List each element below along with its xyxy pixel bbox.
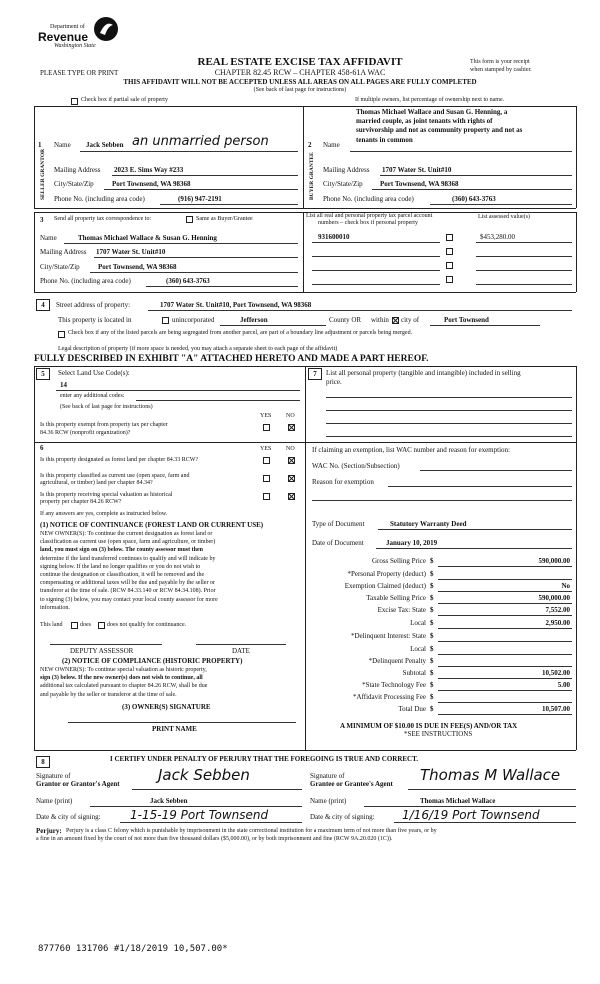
grantee-print-name: Thomas Michael Wallace: [420, 797, 496, 805]
yes-header-5: YES: [260, 413, 272, 419]
underline: [68, 722, 296, 723]
corr-address-label: Mailing Address: [40, 248, 87, 256]
dollar-sign: $: [430, 669, 434, 677]
underline: [438, 628, 572, 629]
underline: [104, 189, 298, 190]
assessed-value: $453,280.00: [480, 233, 515, 241]
underline: [146, 286, 298, 287]
unincorporated-label: unincorporated: [172, 316, 215, 324]
exempt-no-checkbox[interactable]: [288, 424, 295, 431]
personal-property-checkbox[interactable]: [446, 276, 453, 283]
notice-line: classification as current use (open space, farm and agriculture, or timber): [40, 539, 216, 546]
dollar-sign: $: [430, 657, 434, 665]
section-5-number: 5: [36, 368, 50, 380]
divider: [34, 212, 35, 292]
grantor-sig-label-1: Signature of: [36, 772, 71, 780]
doc-date-label: Date of Document: [312, 539, 364, 547]
grantor-print-name: Jack Sebben: [150, 797, 188, 805]
divider: [34, 106, 35, 208]
tax-row-label: *Delinquent Interest: State: [350, 632, 426, 640]
dollar-sign: $: [430, 570, 434, 578]
underline: [438, 678, 572, 679]
tax-row-label: Excise Tax: State: [377, 606, 426, 614]
tax-row-label: Exemption Claimed (deduct): [344, 582, 426, 590]
same-as-buyer-checkbox[interactable]: [186, 216, 193, 223]
unincorporated-checkbox[interactable]: [162, 317, 169, 324]
notice-line: information.: [40, 604, 70, 611]
dollar-sign: $: [430, 594, 434, 602]
parcel-number: 931600010: [318, 233, 350, 241]
located-label: This property is located in: [58, 316, 132, 324]
notice-line: continue the designation or classification, it will be removed and the: [40, 572, 205, 579]
date-label: DATE: [232, 647, 250, 655]
underline: [394, 822, 576, 823]
dollar-sign: $: [430, 632, 434, 640]
correspondence-label: Send all property tax correspondence to:: [54, 216, 152, 222]
section-4-number: 4: [36, 299, 50, 311]
underline: [136, 400, 300, 401]
underline: [326, 423, 572, 424]
grantee-sig-label-1: Signature of: [310, 772, 345, 780]
notice-continuance-text: [40, 530, 218, 612]
underline: [326, 397, 572, 398]
divider: [34, 208, 576, 209]
grantor-date-city: 1-15-19 Port Townsend: [130, 808, 269, 822]
personal-property-checkbox[interactable]: [446, 262, 453, 269]
tax-row-label: *State Technology Fee: [362, 681, 426, 689]
land-use-code: 14: [60, 381, 67, 389]
underline: [438, 690, 572, 691]
form-subtitle: CHAPTER 82.45 RCW – CHAPTER 458-61A WAC: [214, 68, 386, 77]
dollar-sign: $: [430, 693, 434, 701]
notice-line: to signing (3) below, you may contact your local county assessor for more: [40, 596, 218, 603]
dollar-sign: $: [430, 705, 434, 713]
underline: [438, 641, 572, 642]
tax-row-label: *Personal Property (deduct): [347, 570, 426, 578]
notice-line: transferor at the time of sale. (RCW 84.33.140 or RCW 84.34.108). Prior: [40, 588, 216, 595]
exempt-yes-checkbox[interactable]: [263, 424, 270, 431]
notice-line: additional tax calculated pursuant to chapter 84.26 RCW, shall be due: [40, 683, 208, 690]
tax-row-value: 10,507.00: [542, 705, 570, 713]
seller-phone: (916) 947-2191: [178, 195, 222, 203]
notice-line: NEW OWNER(S): To continue the current designation as forest land or: [40, 531, 213, 537]
underline: [420, 470, 572, 471]
underline: [148, 310, 572, 311]
corr-phone-label: Phone No. (including area code): [40, 277, 131, 285]
dollar-sign: $: [430, 606, 434, 614]
historic-yes-checkbox[interactable]: [263, 493, 270, 500]
underline: [438, 702, 572, 703]
underline: [388, 486, 572, 487]
no-header-6: NO: [286, 446, 295, 452]
grantee-print-label: Name (print): [310, 797, 347, 805]
segregated-label: Check box if any of the listed parcels are being segregated from another parcel, are part of a boundary line adjustment or parcels being merged.: [68, 330, 413, 336]
section-1-number: 1: [38, 141, 42, 149]
see-back-5: (See back of last page for instructions): [60, 404, 153, 410]
underline: [220, 325, 326, 326]
seller-name-label: Name: [54, 141, 71, 149]
underline: [64, 243, 298, 244]
tax-row-label: Local: [410, 645, 426, 653]
perjury-text-2: a fine in an amount fixed by the court of not more than five thousand dollars ($5,000.00), or by both imprisonment and fine (RCW 9A.20.020 (1C)).: [36, 836, 393, 842]
if-yes-note: If any answers are yes, complete as instructed below.: [40, 511, 168, 517]
divider: [34, 366, 35, 750]
forest-land-q: Is this property designated as forest land per chapter 84.33 RCW?: [40, 457, 199, 463]
historic-no-checkbox[interactable]: [288, 493, 295, 500]
corr-address: 1707 Water St. Unit#10: [96, 248, 166, 256]
no-header-5: NO: [286, 413, 295, 419]
underline: [312, 500, 572, 501]
underline: [80, 151, 298, 152]
divider: [34, 212, 576, 213]
perjury-text-1: Perjury is a class C felony which is punishable by imprisonment in the state correctional institution for a maximum term of not more than five years, or by: [66, 828, 437, 834]
does-not-qualify-checkbox[interactable]: [98, 622, 105, 629]
forest-no-checkbox[interactable]: [288, 457, 295, 464]
exemption-note: If claiming an exemption, list WAC number and reason for exemption:: [312, 446, 510, 454]
section-2-number: 2: [308, 141, 312, 149]
cashier-stamp: 877760 131706 #1/18/2019 10,507.00*: [38, 944, 228, 954]
exempt-q1: Is this property exempt from property tax per chapter: [40, 422, 168, 428]
current-use-yes-checkbox[interactable]: [263, 475, 270, 482]
underline: [438, 666, 572, 667]
notice-line: NEW OWNER(S): To continue special valuation as historic property,: [40, 667, 207, 673]
seller-address: 2023 E. Sims Way #233: [114, 166, 184, 174]
buyer-name-line: Thomas Michael Wallace and Susan G. Henning, a: [356, 108, 508, 116]
divider: [303, 212, 304, 292]
tax-row-label: Total Due: [398, 705, 426, 713]
dollar-sign: $: [430, 645, 434, 653]
tax-row-label: *Delinquent Penalty: [368, 657, 426, 665]
underline: [376, 548, 572, 549]
underline: [438, 579, 572, 580]
tax-row-value: 590,000.00: [538, 557, 570, 565]
divider: [34, 442, 305, 443]
dollar-sign: $: [430, 619, 434, 627]
buyer-side-label: BUYER GRANTEE: [309, 152, 315, 200]
legal-desc-label: Legal description of property (if more space is needed, you may attach a separate sheet to each page of the affidavit): [58, 346, 338, 352]
please-type-note: PLEASE TYPE OR PRINT: [40, 69, 119, 77]
corr-city: Port Townsend, WA 98368: [98, 263, 177, 271]
reason-label: Reason for exemption: [312, 478, 374, 486]
tax-row-value: 7,552.00: [545, 606, 570, 614]
dollar-sign: $: [430, 582, 434, 590]
buyer-city: Port Townsend, WA 98368: [380, 180, 459, 188]
grantor-sig-label-2: Grantor or Grantor's Agent: [36, 780, 120, 788]
does-not-label: does not qualify for continuance.: [107, 622, 187, 628]
buyer-address: 1707 Water St. Unit#10: [382, 166, 452, 174]
assessed-header: List assessed value(s): [478, 214, 530, 220]
partial-sale-checkbox[interactable]: [71, 98, 78, 105]
underline: [112, 175, 298, 176]
buyer-phone: (360) 643-3763: [452, 195, 496, 203]
divider: [34, 750, 576, 751]
corr-city-label: City/State/Zip: [40, 263, 80, 271]
dor-logo-icon: [93, 16, 119, 42]
dollar-sign: $: [430, 557, 434, 565]
underline: [50, 644, 162, 645]
tax-row-value: 2,950.00: [545, 619, 570, 627]
seller-phone-label: Phone No. (including area code): [54, 195, 145, 203]
within-label: within: [371, 316, 389, 324]
notice-compliance-text: [40, 666, 207, 699]
divider: [576, 366, 577, 750]
underline: [476, 270, 572, 271]
seller-city: Port Townsend, WA 98368: [112, 180, 191, 188]
property-city: Port Townsend: [444, 316, 489, 324]
notice-line: sign (3) below. If the new owner(s) does not wish to continue, all: [40, 675, 203, 682]
grantor-print-label: Name (print): [36, 797, 73, 805]
historic-q-a: Is this property receiving special valuation as historical: [40, 492, 173, 498]
historic-q-b: property per chapter 84.26 RCW?: [40, 499, 122, 505]
legal-description: FULLY DESCRIBED IN EXHIBIT "A" ATTACHED HERETO AND MADE A PART HEREOF.: [34, 354, 429, 364]
grantee-date-city: 1/16/19 Port Townsend: [402, 808, 540, 822]
divider: [305, 442, 576, 443]
tax-row-value: 10,502.00: [542, 669, 570, 677]
street-label: Street address of property:: [56, 301, 131, 309]
does-qualify-checkbox[interactable]: [71, 622, 78, 629]
underline: [90, 272, 298, 273]
underline: [380, 175, 572, 176]
section-8-number: 8: [36, 756, 50, 768]
dept-line3: Washington State: [54, 43, 96, 49]
underline: [438, 566, 572, 567]
tax-row-value: 590,000.00: [538, 594, 570, 602]
underline: [430, 325, 540, 326]
yes-header-6: YES: [260, 446, 272, 452]
warning-text: THIS AFFIDAVIT WILL NOT BE ACCEPTED UNLESS ALL AREAS ON ALL PAGES ARE FULLY COMPLETED: [123, 78, 477, 86]
notice-line: determine if the land transferred continues to qualify and will indicate by: [40, 555, 216, 562]
see-back-note: (See back of last page for instructions): [253, 87, 347, 93]
see-instructions-note: *SEE INSTRUCTIONS: [404, 730, 473, 738]
underline: [364, 806, 576, 807]
same-as-buyer-label: Same as Buyer/Grantee: [196, 216, 253, 222]
receipt-note-1: This form is your receipt: [470, 59, 530, 65]
underline: [430, 204, 572, 205]
dept-line1: Department of: [50, 24, 85, 30]
dollar-sign: $: [430, 681, 434, 689]
tax-row-label: *Affidavit Processing Fee: [353, 693, 426, 701]
underline: [476, 256, 572, 257]
deputy-assessor-label: DEPUTY ASSESSOR: [70, 647, 134, 655]
receipt-note-2: when stamped by cashier.: [470, 67, 532, 73]
buyer-name-line: tenants in common: [356, 135, 413, 144]
grantor-date-label: Date & city of signing:: [36, 813, 101, 821]
notice-line: compensating or additional taxes will be due and payable by the seller or: [40, 580, 215, 587]
underline: [160, 204, 298, 205]
underline: [312, 242, 440, 243]
seller-city-label: City/State/Zip: [54, 180, 94, 188]
print-name-label: PRINT NAME: [152, 725, 197, 733]
multi-owner-note: If multiple owners, list percentage of ownership next to name.: [355, 97, 505, 103]
buyer-city-label: City/State/Zip: [323, 180, 363, 188]
underline: [438, 591, 572, 592]
tax-row-label: Local: [410, 619, 426, 627]
underline: [312, 256, 440, 257]
buyer-address-label: Mailing Address: [323, 166, 370, 174]
underline: [438, 654, 572, 655]
underline: [372, 189, 572, 190]
personal-property-label-1: List all personal property (tangible and intangible) included in selling: [326, 369, 521, 377]
underline: [438, 714, 572, 715]
notice-line: land, you must sign on (3) below. The county assessor must then: [40, 547, 203, 554]
buyer-name-line: married couple, as joint tenants with rights of: [356, 117, 493, 126]
tax-row-label: Taxable Selling Price: [366, 594, 426, 602]
notice-compliance-title: (2) NOTICE OF COMPLIANCE (HISTORIC PROPERTY): [62, 657, 243, 665]
within-city-checkbox[interactable]: [392, 317, 399, 324]
underline: [312, 284, 440, 285]
underline: [438, 615, 572, 616]
underline: [326, 410, 572, 411]
underline: [94, 257, 298, 258]
underline: [196, 644, 286, 645]
partial-sale-label: Check box if partial sale of property: [81, 97, 168, 103]
underline: [132, 789, 302, 790]
underline: [90, 806, 302, 807]
dept-line2: Revenue: [38, 30, 89, 44]
tax-row-label: Subtotal: [402, 669, 426, 677]
underline: [56, 390, 300, 391]
section-3-number: 3: [40, 216, 44, 224]
underline: [312, 270, 440, 271]
personal-property-checkbox[interactable]: [446, 248, 453, 255]
grantee-date-label: Date & city of signing:: [310, 813, 375, 821]
exempt-q2: 84.36 RCW (nonprofit organization)?: [40, 430, 131, 436]
property-street: 1707 Water St. Unit#10, Port Townsend, WA 98368: [160, 301, 312, 309]
certify-statement: I CERTIFY UNDER PENALTY OF PERJURY THAT THE FOREGOING IS TRUE AND CORRECT.: [110, 755, 419, 763]
segregated-checkbox[interactable]: [58, 331, 65, 338]
parcel-header-2: numbers – check box if personal property: [318, 220, 418, 226]
notice-line: and payable by the seller or transferor at the time of sale.: [40, 691, 177, 698]
seller-marital-handwritten: an unmarried person: [132, 134, 269, 149]
owner-signature-label: (3) OWNER(S) SIGNATURE: [122, 703, 211, 711]
underline: [120, 822, 302, 823]
wac-label: WAC No. (Section/Subsection): [312, 462, 400, 470]
underline: [326, 436, 572, 437]
perjury-label: Perjury:: [36, 827, 62, 835]
corr-name: Thomas Michael Wallace & Susan G. Henning: [78, 234, 217, 242]
grantor-signature: Jack Sebben: [158, 766, 250, 784]
divider: [305, 366, 306, 750]
underline: [438, 603, 572, 604]
seller-side-label: SELLER GRANTOR: [40, 148, 46, 200]
section-6-number: 6: [40, 444, 44, 452]
underline: [408, 789, 576, 790]
property-county: Jefferson: [240, 316, 268, 324]
buyer-name-line: survivorship and not as community property and not as: [356, 126, 523, 135]
notice-continuance-title: (1) NOTICE OF CONTINUANCE (FOREST LAND OR CURRENT USE): [40, 521, 264, 529]
divider: [34, 292, 576, 293]
section-7-number: 7: [308, 368, 322, 380]
underline: [476, 284, 572, 285]
land-qualify-label: This land: [40, 622, 63, 628]
land-use-label: Select Land Use Code(s):: [58, 369, 130, 377]
underline: [476, 242, 572, 243]
county-or-label: County OR: [329, 316, 362, 324]
doc-type-label: Type of Document: [312, 520, 365, 528]
minimum-fee-note: A MINIMUM OF $10.00 IS DUE IN FEE(S) AND/OR TAX: [340, 722, 518, 730]
additional-codes-label: enter any additional codes:: [60, 393, 125, 399]
underline: [378, 529, 572, 530]
tax-row-value: 5.00: [557, 681, 570, 689]
tax-row-value: No: [561, 582, 570, 590]
buyer-name: [356, 108, 522, 145]
underline: [350, 151, 572, 152]
corr-phone: (360) 643-3763: [166, 277, 210, 285]
current-use-q-a: Is this property classified as current use (open space, farm and: [40, 473, 190, 479]
buyer-phone-label: Phone No. (including area code): [323, 195, 414, 203]
forest-yes-checkbox[interactable]: [263, 457, 270, 464]
divider: [576, 212, 577, 292]
corr-name-label: Name: [40, 234, 57, 242]
divider: [303, 106, 304, 208]
form-title: REAL ESTATE EXCISE TAX AFFIDAVIT: [197, 56, 403, 68]
seller-address-label: Mailing Address: [54, 166, 101, 174]
seller-name: Jack Sebben: [86, 141, 124, 149]
notice-line: signing below. If the land no longer qualifies or you do not wish to: [40, 563, 201, 570]
buyer-name-label: Name: [323, 141, 340, 149]
tax-row-label: Gross Selling Price: [371, 557, 426, 565]
doc-type: Statutory Warranty Deed: [390, 520, 467, 528]
doc-date: January 10, 2019: [386, 539, 438, 547]
grantee-sig-label-2: Grantee or Grantee's Agent: [310, 780, 393, 788]
city-of-label: city of: [401, 316, 420, 324]
divider: [576, 106, 577, 208]
parcel-header-1: List all real and personal property tax parcel account: [306, 213, 433, 219]
divider: [34, 106, 576, 107]
does-label: does: [80, 622, 91, 628]
current-use-q-b: agricultural, or timber) land per chapter 84.34?: [40, 480, 153, 486]
current-use-no-checkbox[interactable]: [288, 475, 295, 482]
personal-property-label-2: price.: [326, 378, 342, 386]
personal-property-checkbox[interactable]: [446, 234, 453, 241]
grantee-signature: Thomas M Wallace: [420, 766, 561, 784]
